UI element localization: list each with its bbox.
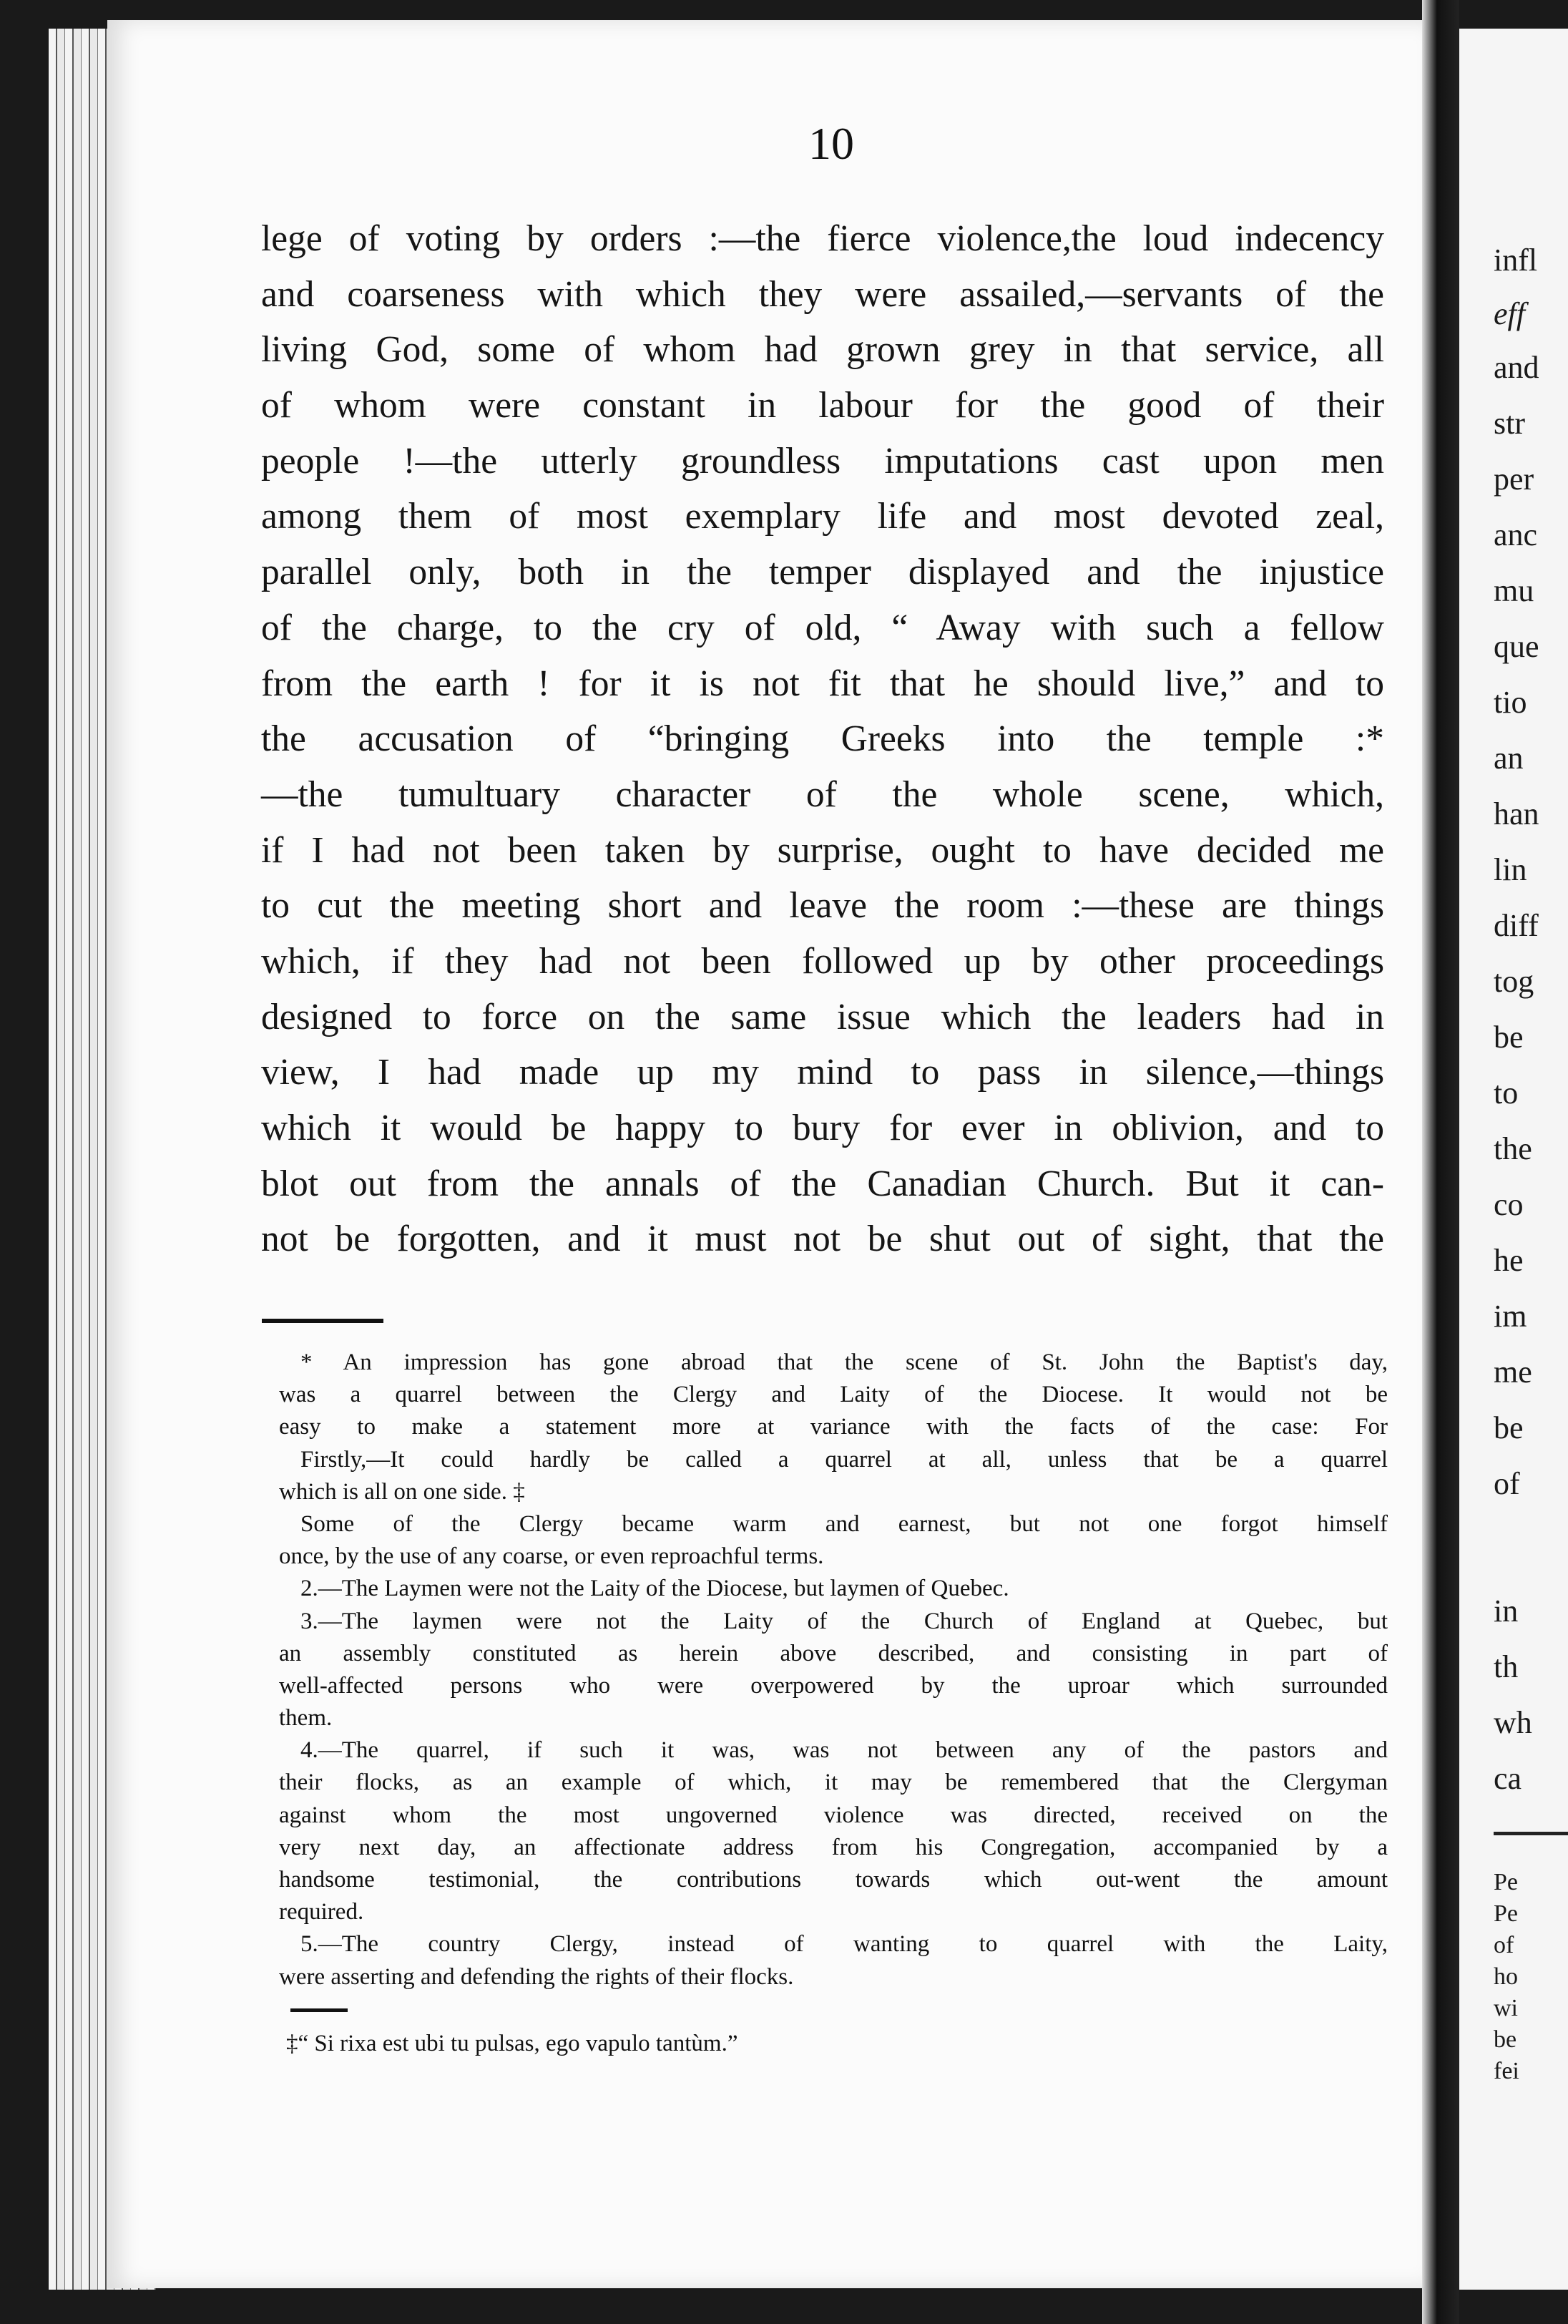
facing-page-fragment: mu: [1494, 573, 1534, 608]
quote-divider: [290, 2008, 348, 2012]
footnote-line: very next day, an affectionate address from his Congregation, accompanied by a: [279, 1834, 1388, 1860]
text-line: —the tumultuary character of the whole scene, which,: [261, 773, 1384, 815]
text-line: to cut the meeting short and leave the room :—these are things: [261, 885, 1384, 927]
facing-page-fragment: fei: [1494, 2058, 1519, 2084]
footnote-divider: [262, 1319, 383, 1323]
facing-page-fragment: tog: [1494, 964, 1534, 999]
footnote-line: 3.—The laymen were not the Laity of the Church of England at Quebec, but: [300, 1608, 1388, 1634]
facing-page-fragment: ca: [1494, 1761, 1522, 1796]
text-line: not be forgotten, and it must not be shut out of sight, that the: [261, 1219, 1384, 1260]
facing-page-fragment: in: [1494, 1593, 1519, 1629]
page-number: 10: [808, 118, 854, 169]
facing-page-fragment: Pe: [1494, 1869, 1518, 1895]
facing-page-fragment: Pe: [1494, 1900, 1518, 1927]
facing-page-fragment: an: [1494, 741, 1524, 776]
facing-page-fragment: ho: [1494, 1963, 1518, 1990]
footnote-line: once, by the use of any coarse, or even reproachful terms.: [279, 1543, 824, 1570]
footnote-line: required.: [279, 1899, 364, 1925]
facing-page-rule: [1494, 1832, 1568, 1835]
facing-page-fragment: infl: [1494, 243, 1538, 278]
text-line: if I had not been taken by surprise, ought to have decided me: [261, 829, 1384, 871]
text-line: living God, some of whom had grown grey in that service, all: [261, 329, 1384, 371]
text-line: people !—the utterly groundless imputations cast upon men: [261, 440, 1384, 482]
facing-page-fragment: wi: [1494, 1995, 1518, 2021]
text-line: of the charge, to the cry of old, “ Away with such a fellow: [261, 607, 1384, 648]
facing-page-fragment: wh: [1494, 1705, 1532, 1740]
facing-page-fragment: and: [1494, 350, 1539, 385]
text-line: designed to force on the same issue which the leaders had in: [261, 996, 1384, 1038]
main-text-block: [261, 211, 1384, 1267]
facing-page: [1459, 29, 1568, 2290]
facing-page-fragment: to: [1494, 1075, 1519, 1110]
text-line: lege of voting by orders :—the fierce violence,the loud indecency: [261, 218, 1384, 259]
facing-page-fragment: be: [1494, 1410, 1524, 1445]
text-line: which it would be happy to bury for ever in oblivion, and to: [261, 1108, 1384, 1148]
footnote-line: * An impression has gone abroad that the scene of St. John the Baptist's day,: [300, 1349, 1388, 1375]
text-line: from the earth ! for it is not fit that he should live,” and to: [261, 663, 1384, 704]
footnote-line: against whom the most ungoverned violence was directed, received on the: [279, 1802, 1388, 1828]
facing-page-fragment: anc: [1494, 517, 1538, 552]
footnotes-block: [279, 1347, 1388, 1993]
footnote-line: were asserting and defending the rights of their flocks.: [279, 1963, 794, 1990]
text-line: of whom were constant in labour for the good of their: [261, 385, 1384, 426]
facing-page-fragment: of: [1494, 1932, 1514, 1958]
footnote-line: their flocks, as an example of which, it may be remembered that the Clergyman: [279, 1769, 1388, 1796]
facing-page-fragment: co: [1494, 1187, 1524, 1222]
footnote-line: which is all on one side. ‡: [279, 1478, 525, 1505]
footnote-line: well-affected persons who were overpowered by the uproar which surrounded: [279, 1672, 1388, 1699]
facing-page-fragment: of: [1494, 1466, 1520, 1501]
footnote-line: was a quarrel between the Clergy and Laity of the Diocese. It would not be: [279, 1382, 1388, 1408]
footnote-line: 5.—The country Clergy, instead of wanting to quarrel with the Laity,: [300, 1931, 1388, 1958]
footnote-line: Some of the Clergy became warm and earnest, but not one forgot himself: [300, 1510, 1388, 1537]
footnote-line: handsome testimonial, the contributions towards which out-went the amount: [279, 1867, 1388, 1893]
footnote-line: 4.—The quarrel, if such it was, was not between any of the pastors and: [300, 1737, 1388, 1764]
facing-page-fragment: diff: [1494, 908, 1539, 943]
footnote-line: them.: [279, 1705, 333, 1732]
facing-page-fragment: he: [1494, 1243, 1524, 1278]
facing-page-fragment: tio: [1494, 685, 1527, 720]
facing-page-fragment: th: [1494, 1649, 1519, 1684]
footnote-line: 2.—The Laymen were not the Laity of the Diocese, but laymen of Quebec.: [300, 1576, 1009, 1602]
book-gutter: [1422, 0, 1459, 2324]
footnote-line: easy to make a statement more at variance with the facts of the case: For: [279, 1414, 1388, 1440]
text-line: among them of most exemplary life and most devoted zeal,: [261, 496, 1384, 537]
facing-page-fragment: be: [1494, 1020, 1524, 1055]
text-line: view, I had made up my mind to pass in silence,—things: [261, 1052, 1384, 1093]
text-line: the accusation of “bringing Greeks into the temple :*: [261, 718, 1384, 760]
text-line: which, if they had not been followed up by other proceedings: [261, 940, 1384, 982]
text-line: and coarseness with which they were assailed,—servants of the: [261, 273, 1384, 315]
footnote-line: an assembly constituted as herein above described, and consisting in part of: [279, 1640, 1388, 1666]
footnote-quote: ‡“ Si rixa est ubi tu pulsas, ego vapulo tantùm.”: [286, 2031, 738, 2056]
facing-page-fragment: the: [1494, 1131, 1532, 1166]
text-line: parallel only, both in the temper displayed and the injustice: [261, 552, 1384, 593]
facing-page-fragment: eff: [1494, 296, 1525, 331]
facing-page-fragment: han: [1494, 796, 1539, 831]
facing-page-fragment: str: [1494, 406, 1525, 441]
footnote-line: Firstly,—It could hardly be called a quarrel at all, unless that be a quarrel: [300, 1446, 1388, 1473]
facing-page-fragment: lin: [1494, 852, 1527, 887]
facing-page-fragment: be: [1494, 2026, 1517, 2053]
text-line: blot out from the annals of the Canadian Church. But it can-: [261, 1163, 1384, 1204]
facing-page-fragment: im: [1494, 1299, 1527, 1334]
facing-page-fragment: per: [1494, 462, 1534, 497]
facing-page-fragment: me: [1494, 1354, 1532, 1390]
facing-page-fragment: que: [1494, 629, 1539, 664]
